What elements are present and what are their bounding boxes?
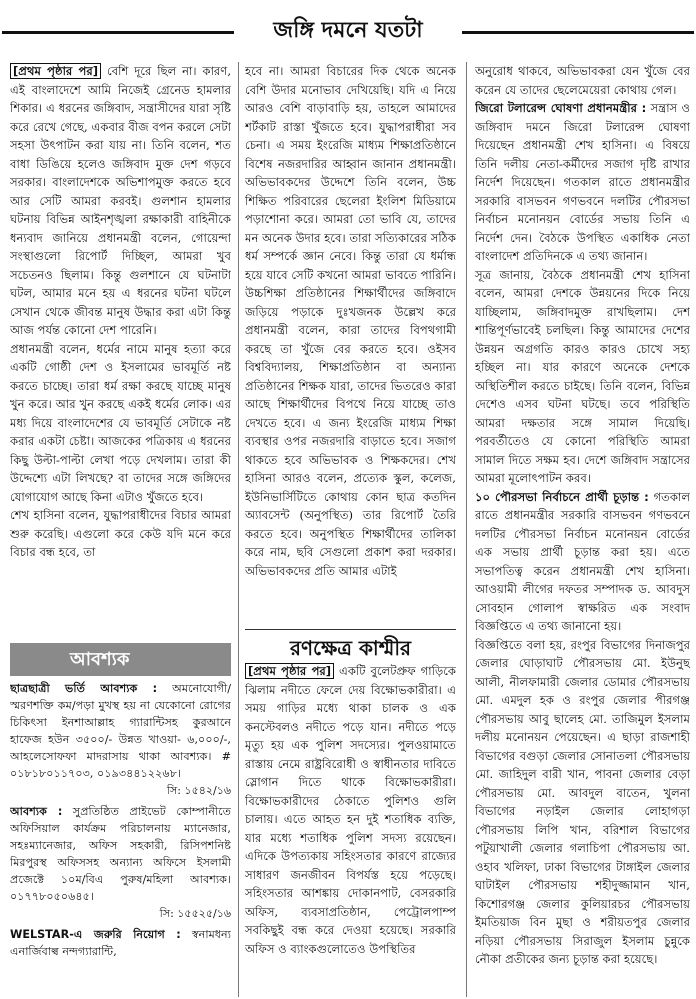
- ad-1-heading: ছাত্রছাত্রী ভর্তি আবশ্যক :: [10, 682, 158, 695]
- column-1-paragraph-1: [10, 62, 231, 340]
- kashmir-article: [245, 662, 456, 997]
- kashmir-headline: রণক্ষেত্র কাশ্মীর: [289, 636, 412, 660]
- ad-1-body: অমনোযোগী/ স্মরণশক্তি কম/পড়া মুখস্থ হয় না যেকোনো রোগের চিকিৎসা ইনশাআল্লাহ গ্যারান্টিসহ কুরআনে হাফেজ হউন ৩৫০০/- উন্নত খাওয়া- ৬,০০০/-, আহলেসোফফা মাদরাসায় থাকা আবশ্যক। # ০১৮১৮০১১৭০৩, ০১৯৩৪৪১২২৬৮।: [10, 682, 231, 780]
- article-header: [0, 0, 696, 60]
- column-2-top: [245, 62, 456, 628]
- section-divider: [245, 629, 456, 630]
- kashmir-paragraph-1: [245, 662, 456, 958]
- column-3-paragraph-4: [475, 488, 690, 636]
- column-3-text-4: গতকাল রাতে প্রধানমন্ত্রীর সরকারি বাসভবন গণভবনে দলটির পৌরসভা নির্বাচন মনোনয়ন বোর্ডের এক সভায় প্রার্থী চূড়ান্ত করা হয়। এতে সভাপতিত্ব করেন প্রধানমন্ত্রী শেখ হাসিনা। আওয়ামী লীগের দফতর সম্পাদক ড. আবদুস সোবহান গোলাপ স্বাক্ষরিত এক সংবাদ বিজ্ঞপ্তিতে এ তথ্য জানানো হয়।: [475, 489, 690, 633]
- ad-1-ref: সি: ১৫৪২/১৬: [166, 784, 231, 797]
- header-rule-left: [2, 31, 234, 34]
- column-3-paragraph-1: অনুরোধ থাকবে, অভিভাবকরা যেন খুঁজে বের করেন যে তাদের ছেলেমেয়েরা কোথায় গেল।: [475, 64, 690, 97]
- classified-ads: [10, 643, 231, 997]
- classified-header: আবশ্যক: [10, 643, 231, 676]
- column-3-paragraph-5: বিজ্ঞপ্তিতে বলা হয়, রংপুর বিভাগের দিনাজপুর জেলার ঘোড়াঘাট পৌরসভায় মো. ইউনুছ আলী, নীলফামারী জেলার ডোমার পৌরসভায় মো. এমদুল হক ও রংপুর জেলার পীরগঞ্জ পৌরসভায় আবু ছালেহ মো. তাজিমুল ইসলাম দলীয় মনোনয়ন পেয়েছেন। এ ছাড়া রাজশাহী বিভাগের বগুড়া জেলার সোনাতলা পৌরসভায় মো. জাহিদুল বারী খান, পাবনা জেলার বেড়া পৌরসভায় মো. আবদুল বাতেন, খুলনা বিভাগের নড়াইল জেলার লোহাগড়া পৌরসভায় লিপি খান, বরিশাল বিভাগের পটুয়াখালী জেলার গলাচিপা পৌরসভায় আ. ওহাব খলিফা, ঢাকা বিভাগের টাঙ্গাইল জেলার ঘাটাইল পৌরসভায় শহীদুজ্জামান খান, কিশোরগঞ্জ জেলার কুলিয়ারচর পৌরসভায় ইমতিয়াজ বিন মুছা ও শরীয়তপুর জেলার নড়িয়া পৌরসভায় সিরাজুল ইসলাম চুন্নুকে নৌকা প্রতীকের জন্য চূড়ান্ত করা হয়েছে।: [475, 637, 690, 966]
- classified-ad-3: [10, 926, 231, 960]
- column-2-paragraph-1: হবে না। আমরা বিচারের দিক থেকে অনেক বেশি উদার মনোভাব দেখিয়েছি। যদি এ নিয়ে আরও বেশি বাড়াবাড়ি হয়, তাহলে আমাদের শর্টকাট রাস্তা খুঁজতে হবে। যুদ্ধাপরাধীরা সব চেনা। এ সময় ইংরেজি মাধ্যম শিক্ষাপ্রতিষ্ঠানে বিশেষ নজরদারির আহ্বান জানান প্রধানমন্ত্রী। অভিভাবকদের উদ্দেশে তিনি বলেন, উচ্চ শিক্ষিত পরিবারের ছেলেরা ইংলিশ মিডিয়ামে পড়াশোনা করে। আমরা তো ভাবি যে, তাদের মন অনেক উদার হবে। তারা সত্যিকারের সঠিক ধর্ম সম্পর্কে জ্ঞান নেবে। কিন্তু তারা যে ধর্মান্ধ হয়ে যাবে সেটি কখনো আমরা ভাবতে পারিনি। উচ্চশিক্ষা প্রতিষ্ঠানের শিক্ষার্থীদের জঙ্গিবাদে জড়িয়ে পড়াকে দুঃখজনক উল্লেখ করে প্রধানমন্ত্রী বলেন, কারা তাদের বিপথগামী করছে তা খুঁজে বের করতে হবে। ওইসব বিশ্ববিদ্যালয়, শিক্ষাপ্রতিষ্ঠান বা অন্যান্য প্রতিষ্ঠানের শিক্ষক যারা, তাদের ভিতরেও কারা আছে শিক্ষার্থীদের বিপথে নিয়ে যাচ্ছে তাও দেখতে হবে। এ জন্য ইংরেজি মাধ্যম শিক্ষা ব্যবস্থার ওপর নজরদারি বাড়াতে হবে। সজাগ থাকতে হবে অভিভাবক ও শিক্ষকদের। শেখ হাসিনা আরও বলেন, প্রত্যেক স্কুল, কলেজ, ইউনিভার্সিটিতে কোথায় কোন ছাত্র কতদিন অ্যাবসেন্ট (অনুপস্থিত) তার রিপোর্ট তৈরি করতে হবে। অনুপস্থিত শিক্ষার্থীদের তালিকা করে নাম, ছবি সেগুলো প্রকাশ করা দরকার। অভিভাবকদের প্রতি আমার এটাই: [245, 64, 456, 578]
- header-rule-right: [462, 31, 694, 34]
- ad-2-body: সুপ্রতিষ্ঠিত প্রাইভেট কোম্পানীতে অফিসিয়াল কার্যক্রম পরিচালনায় ম্যানেজার, সহঃম্যানেজার, অফিস সহকারী, রিসিপশনিষ্ট মিরপুরস্থ অফিসসহ অন্যান্য অফিসে ইসলামী প্রজেক্টে ১০ম/বিএ পুরুষ/মহিলা আবশ্যক। ০১৭৭৮০৫০৬৪৫।: [10, 805, 231, 903]
- column-3-paragraph-2: [475, 99, 690, 266]
- ad-2-ref: সি: ১৫৫২৫/১৬: [159, 907, 231, 920]
- subheading-zero-tolerance: জিরো টলারেন্স ঘোষণা প্রধানমন্ত্রীর :: [475, 101, 647, 115]
- column-divider-2: [466, 62, 467, 997]
- column-3-paragraph-3: সূত্র জানায়, বৈঠকে প্রধানমন্ত্রী শেখ হাসিনা বলেন, আমরা দেশকে উন্নয়নের দিকে নিয়ে যাচ্ছিলাম, জঙ্গিবাদমুক্ত রাখছিলাম। দেশ শান্তিপূর্ণভাবেই চলছিল। কিন্তু আমাদের দেশের উন্নয়ন অগ্রগতি কারও কারও চোখে সহ্য হচ্ছিল না। যার কারণে অনেকে দেশকে অস্থিতিশীল করতে চাইছে। তিনি বলেন, বিভিন্ন দেশেও এসব ঘটনা ঘটছে। তবে পরিস্থিতি আমরা দক্ষতার সঙ্গে সামাল দিয়েছি। পরবর্তীতেও যে কোনো পরিস্থিতি আমরা সামাল দিতে সক্ষম হব। দেশে জঙ্গিবাদ সন্ত্রাসের আমরা মূলোৎপাটন করব।: [475, 267, 690, 485]
- kashmir-lead-tag: [প্রথম পৃষ্ঠার পর]: [245, 663, 334, 679]
- ad-3-body: স্বনামধন্য এনার্জিবাল্ব নন্দগ্যারান্টি,: [10, 928, 231, 958]
- column-1-text-1: বেশি দূরে ছিল না। কারণ, এই বাংলাদেশে আমি নিজেই গ্রেনেড হামলার শিকার। এ ধরনের জঙ্গিবাদ, সন্ত্রাসীদের যারা সৃষ্টি করে রেখে গেছে, একবার বীজ বপন করলে সেটা সহসা উৎপাটন করা যায় না। তিনি বলেন, শত বাধা ডিঙিয়ে হলেও জঙ্গিবাদ মুক্ত দেশ গড়বে সরকার। বাংলাদেশকে অভিশাপমুক্ত করতে হবে আর সেটি আমরা করবই। গুলশান হামলার ঘটনায় বিভিন্ন আইনশৃঙ্খলা রক্ষাকারী বাহিনীকে ধন্যবাদ জানিয়ে প্রধানমন্ত্রী বলেন, গোয়েন্দা সংস্থাগুলো রিপোর্ট দিচ্ছিল, আমরা খুব সচেতনও ছিলাম। কিন্তু গুলশানে যে ঘটনাটা ঘটল, আমার মনে হয় এ ধরনের ঘটনা ঘটলে সেখান থেকে জীবন্ত মানুষ উদ্ধার করা এটা কিন্তু আজ পর্যন্ত কোনো দেশ পারেনি।: [10, 64, 231, 337]
- lead-tag: [প্রথম পৃষ্ঠার পর]: [10, 63, 101, 79]
- column-1: [10, 62, 231, 637]
- subheading-municipality: ১০ পৌরসভা নির্বাচনে প্রার্থী চূড়ান্ত :: [475, 489, 649, 504]
- classified-ad-2: [10, 803, 231, 905]
- article-headline: জঙ্গি দমনে যতটা: [273, 18, 423, 43]
- classified-ad-1: [10, 680, 231, 782]
- column-1-paragraph-3: শেখ হাসিনা বলেন, যুদ্ধাপরাধীদের বিচার আমরা শুরু করেছি। এগুলো করে কেউ যদি মনে করে বিচার বন্ধ হবে, তা: [10, 508, 231, 559]
- column-1-paragraph-2: প্রধানমন্ত্রী বলেন, ধর্মের নামে মানুষ হত্যা করে একটি গোষ্ঠী দেশ ও ইসলামের ভাবমূর্তি নষ্ট করতে চাচ্ছে। তারা ধর্ম রক্ষা করছে যাচ্ছে মানুষ খুন করে। আর খুন করছে একই ধর্মের লোক। এর মধ্য দিয়ে বাংলাদেশের যে ভাবমূর্তি সেটাকে নষ্ট করার একটা চেষ্টা। আজকের পত্রিকায় এ ধরনের কিছু উল্টা-পাল্টা লেখা পড়ে দেখলাম। তারা কী উদ্দেশ্যে এটা লিখছে? বা তাদের সঙ্গে জঙ্গিদের যোগাযোগ আছে কিনা এটাও খুঁজতে হবে।: [10, 341, 231, 504]
- column-divider-1: [238, 62, 239, 997]
- column-3-text-2: সন্ত্রাস ও জঙ্গিবাদ দমনে জিরো টলারেন্স ঘোষণা দিয়েছেন প্রধানমন্ত্রী শেখ হাসিনা। এ বিষয়ে তিনি দলীয় নেতা-কর্মীদের সজাগ দৃষ্টি রাখার নির্দেশ দিয়েছেন। গতকাল রাতে প্রধানমন্ত্রীর সরকারি বাসভবন গণভবনে দলটির পৌরসভা নির্বাচন মনোনয়ন বোর্ডের সভায় তিনি এ নির্দেশ দেন। বৈঠকে উপস্থিত একাধিক নেতা বাংলাদেশ প্রতিদিনকে এ তথ্য জানান।: [475, 101, 690, 263]
- column-3: [475, 62, 690, 997]
- ad-2-heading: আবশ্যক :: [10, 805, 63, 818]
- kashmir-text-1: একটি বুলেটপ্রুফ গাড়িকে ঝিলাম নদীতে ফেলে দেয় বিক্ষোভকারীরা। এ সময় গাড়ির মধ্যে থাকা চালক ও এক কনস্টেবলও নদীতে পড়ে যান। নদীতে পড়ে মৃত্যু হয় এক পুলিশ সদস্যের। পুলওয়ামাতে রাস্তায় নেমে রাষ্ট্রবিরোধী ও স্বাধীনতার দাবিতে স্লোগান দিতে থাকে বিক্ষোভকারীরা। বিক্ষোভকারীদের ঠেকাতে পুলিশও গুলি চালায়। এতে আহত হন দুই শতাধিক ব্যক্তি, যার মধ্যে শতাধিক পুলিশ সদস্য রয়েছেন। এদিকে উপত্যকায় সহিংসতার কারণে রাজ্যের সাধারণ জনজীবন বিপর্যস্ত হয়ে পড়েছে। সহিংসতার আশঙ্কায় দোকানপাট, বেসরকারি অফিস, ব্যবসাপ্রতিষ্ঠান, পেট্রোলপাম্প সবকিছুই বন্ধ করে দেওয়া হয়েছে। সরকারি অফিস ও ব্যাংকগুলোতেও উপস্থিতির: [245, 664, 456, 956]
- ad-3-heading: WELSTAR-এ জরুরি নিয়োগ :: [10, 928, 181, 941]
